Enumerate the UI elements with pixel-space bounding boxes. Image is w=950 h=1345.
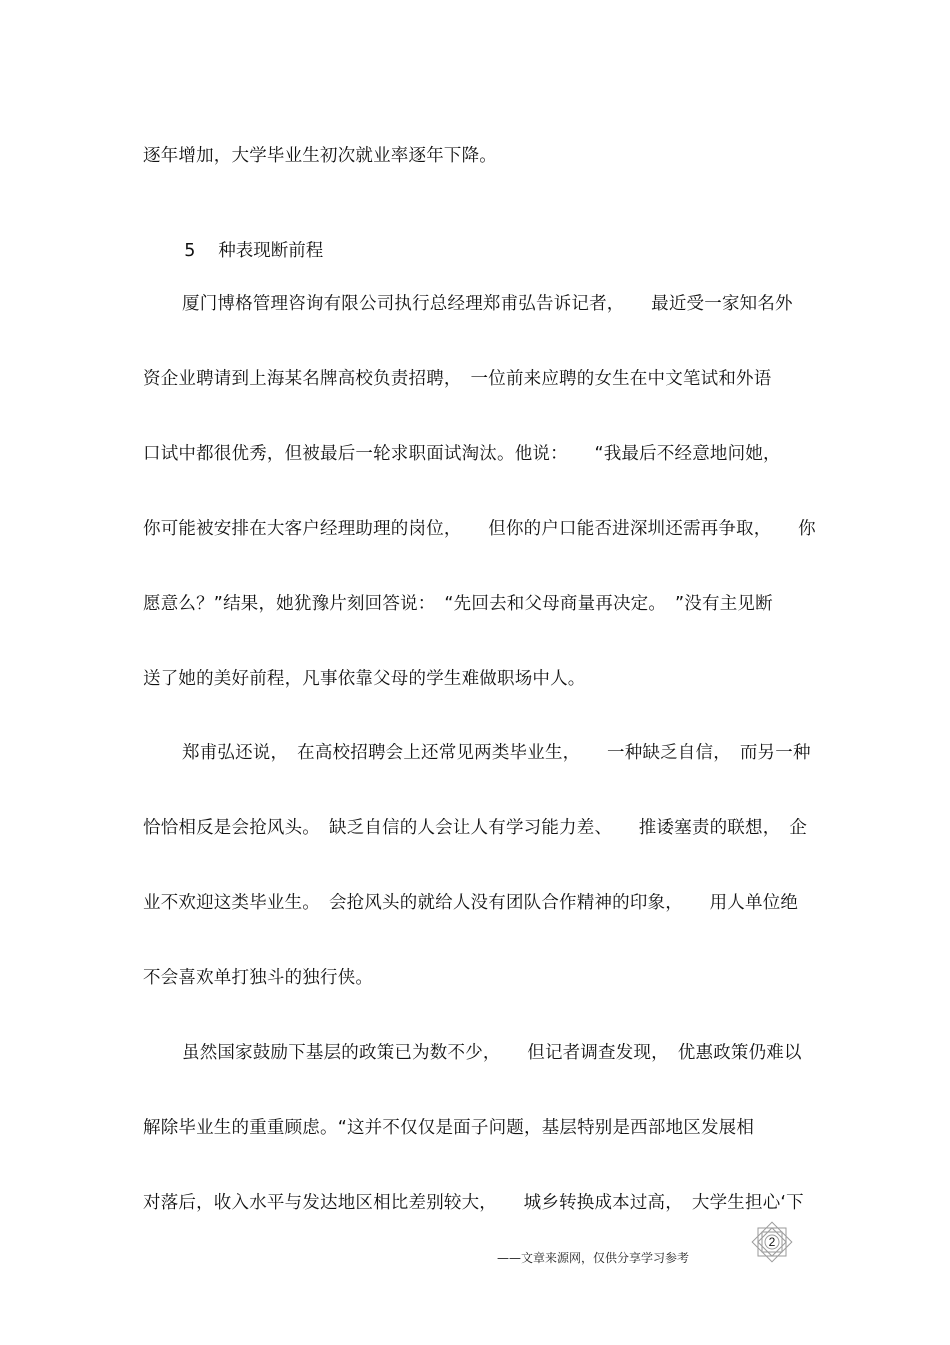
body-line-7: 送了她的美好前程，凡事依靠父母的学生难做职场中人。 [143, 669, 586, 689]
body-line-5: 你可能被安排在大客户经理助理的岗位， 但你的户口能否进深圳还需再争取， 你 [143, 519, 816, 539]
body-line-8: 郑甫弘还说， 在高校招聘会上还常见两类毕业生， 一种缺乏自信， 而另一种 [182, 743, 811, 763]
body-line-13: 解除毕业生的重重顾虑。“这并不仅仅是面子问题，基层特别是西部地区发展相 [143, 1118, 755, 1138]
body-line-9: 恰恰相反是会抢风头。 缺乏自信的人会让人有学习能力差、 推诿塞责的联想， 企 [143, 818, 808, 838]
body-line-11: 不会喜欢单打独斗的独行侠。 [143, 968, 374, 988]
body-line-14: 对落后，收入水平与发达地区相比差别较大， 城乡转换成本过高， 大学生担心‘下 [143, 1193, 804, 1213]
body-line-6: 愿意么？”结果，她犹豫片刻回答说： “先回去和父母商量再决定。 ”没有主见断 [143, 594, 773, 614]
section-heading [162, 218, 323, 284]
body-line-3: 资企业聘请到上海某名牌高校负责招聘， 一位前来应聘的女生在中文笔试和外语 [143, 369, 772, 389]
footer-source-note: ——文章来源网，仅供分享学习参考 [497, 1251, 690, 1265]
body-line-1: 逐年增加，大学毕业生初次就业率逐年下降。 [143, 146, 497, 166]
section-title: 种表现断前程 [218, 241, 324, 261]
section-number: 5 [184, 241, 196, 261]
page-number: 2 [768, 1235, 776, 1249]
page-number-badge [748, 1218, 796, 1266]
body-line-12: 虽然国家鼓励下基层的政策已为数不少， 但记者调查发现， 优惠政策仍难以 [182, 1043, 802, 1063]
body-line-2: 厦门博格管理咨询有限公司执行总经理郑甫弘告诉记者， 最近受一家知名外 [182, 294, 793, 314]
body-line-10: 业不欢迎这类毕业生。 会抢风头的就给人没有团队合作精神的印象， 用人单位绝 [143, 893, 799, 913]
body-line-4: 口试中都很优秀，但被最后一轮求职面试淘汰。他说： “我最后不经意地问她， [143, 444, 781, 464]
